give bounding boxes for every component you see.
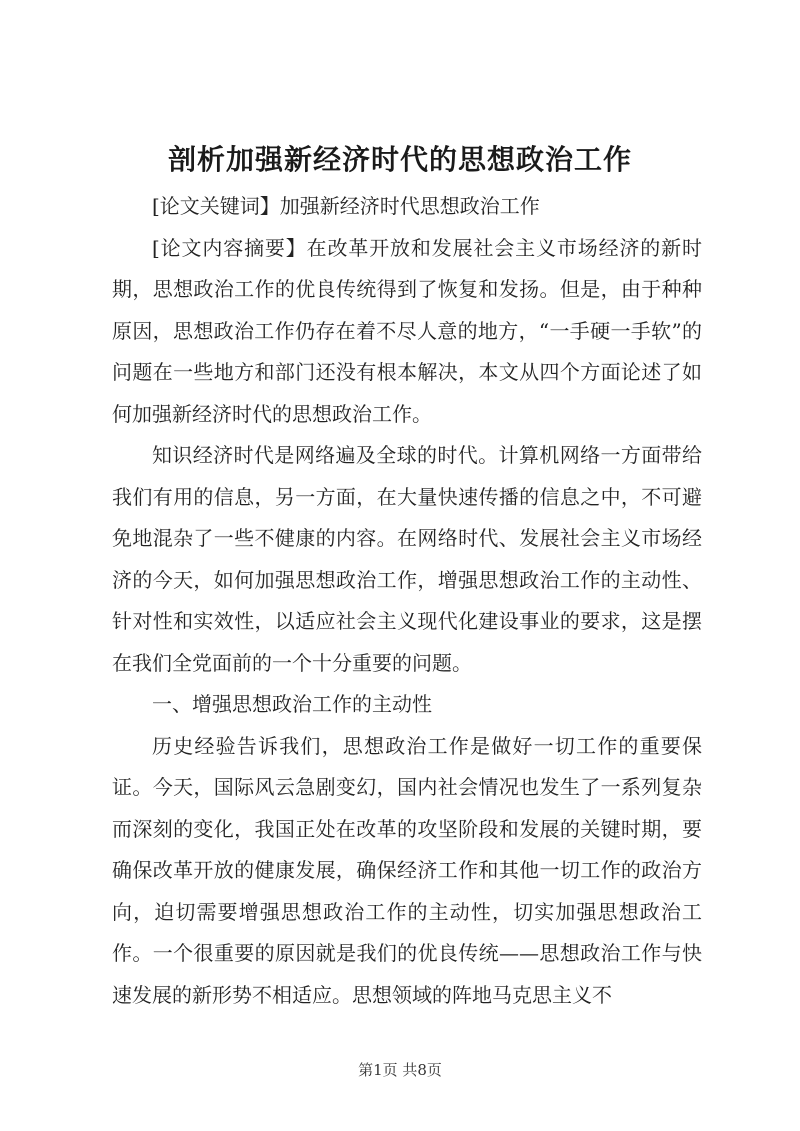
section-heading: 一、增强思想政治工作的主动性 (152, 692, 432, 716)
body-paragraph: 历史经验告诉我们，思想政治工作是做好一切工作的重要保证。今天，国际风云急剧变幻，国内社会情况也发生了一系列复杂而深刻的变化，我国正处在改革的攻坚阶段和发展的关键时期，要确保改革开放的健康发展，确保经济工作和其他一切工作的政治方向，迫切需要增强思想政治工作的主动性，切实加强思想政治工作。一个很重要的原因就是我们的优良传统——思想政治工作与快速发展的新形势不相适应。思想领域的阵地马克思主义不 (112, 733, 702, 1007)
abstract-paragraph: [论文内容摘要】在改革开放和发展社会主义市场经济的新时期，思想政治工作的优良传统得到了恢复和发扬。但是，由于种种原因，思想政治工作仍存在着不尽人意的地方，“一手硬一手软”的问题在一些地方和部门还没有根本解决，本文从四个方面论述了如何加强新经济时代的思想政治工作。 (112, 235, 702, 426)
page-footer: 第1页 共8页 (358, 1061, 442, 1079)
document-body (112, 186, 702, 1016)
body-paragraph: 知识经济时代是网络遍及全球的时代。计算机网络一方面带给我们有用的信息，另一方面，在大量快速传播的信息之中，不可避免地混杂了一些不健康的内容。在网络时代、发展社会主义市场经济的今天，如何加强思想政治工作，增强思想政治工作的主动性、针对性和实效性，以适应社会主义现代化建设事业的要求，这是摆在我们全党面前的一个十分重要的问题。 (112, 443, 702, 675)
keywords-paragraph: [论文关键词】加强新经济时代思想政治工作 (152, 194, 540, 218)
document-title: 剖析加强新经济时代的思想政治工作 (167, 143, 632, 176)
